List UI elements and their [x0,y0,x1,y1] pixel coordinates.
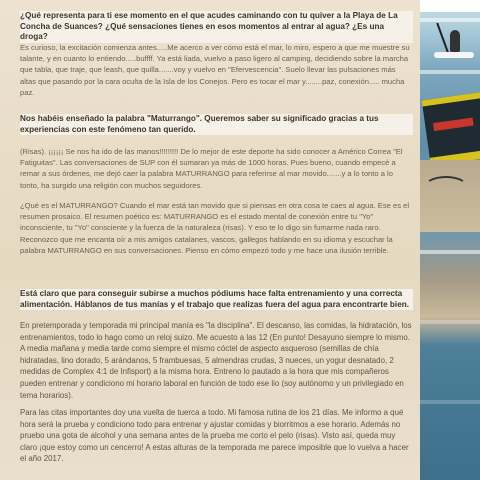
answer-2 [20,146,413,191]
answer-1 [20,42,413,98]
rider [450,30,460,52]
sup-beach-photo [420,0,480,480]
paragraph: ¿Qué es el MATURRANGO? Cuando el mar está tan movido que si piensas en otra cosa te caes al agua. Ese es el resumen prosaico. El resumen poético es: MATURRANGO es el estado mental de conexión entre tu "Yo" inconsciente, tu "Yo" consciente y la fuerza de la naturaleza (risas). Y eso te lo digo sin fumarme nada raro. Reconozco que me encanta oír a mis amigos catalanes, vascos, gallegos hablando en su idioma y escuchar la palabra MATURRANGO en sus conversaciones. Pienso en cómo empezó todo y me hace una ilusión terrible. [20,201,410,255]
board-stripe [433,118,474,131]
answer-3 [20,320,413,401]
surfboard [422,92,480,166]
question-1 [20,11,413,43]
wave [420,250,480,254]
wave [420,400,480,404]
paddle [436,23,450,56]
paragraph: Para las citas importantes doy una vuelta de tuerca a todo. Mi famosa rutina de los 21 días. Me informo a qué hora será la prueba y condiciono todo para entrenar y ajustar comidas y biorritmos a ese horario. Además no pruebo una gota de alcohol y una semana antes de la prueba me corto el pelo (risas). Visto así, queda muy claro ¡que estoy como un cencerro! A estas alturas de la temporada me parece imposible que lo vuelva a hacer el año 2017. [20,408,409,464]
paragraph: En pretemporada y temporada mi principal manía es "la disciplina". El descanso, las comidas, la hidratación, los entrenamientos, todo lo hago como un reloj suizo. Me acuesto a las 12 (En punto! Desayuno siempre lo mismo. A media mañana y media tarde como siempre el mismo cóctel de aspecto asqueroso (semillas de chía hidratadas, lino dorado, 5 arándanos, 5 frambuesas, 5 almendras crudas, 3 nueces, un yogur desnatado, 2 medidas de Complex 4:1 de Infisport) a la misma hora. Entreno lo pautado a la hora que mis compañeros pueden entrenar y condiciono mi horario laboral en función de todo ese lio (soy autónomo y un privilegiado en tema horarios). [20,321,412,400]
question-3 [20,289,413,310]
answer-3b [20,407,413,465]
question-text: Nos habéis enseñado la palabra "Maturrango". Queremos saber su significado gracias a tus experiencias con este fenómeno tan querido. [20,114,379,134]
question-text: ¿Qué representa para ti ese momento en el que acudes caminando con tu quiver a la Playa de La Concha de Suances? ¿Qué sensaciones tienes en esos momentos al entrar al agua? ¿Es una droga? [20,11,398,42]
wave [420,18,480,22]
leash [424,176,468,198]
photo-top-margin [420,0,480,12]
paddle-board [434,52,474,58]
wave [420,320,480,324]
wave [420,70,480,74]
question-2 [20,114,413,135]
question-text: Está claro que para conseguir subirse a muchos pódiums hace falta entrenamiento y una correcta alimentación. Háblanos de tus manías y el trabajo que realizas fuera del agua para encontrarte bien. [20,289,410,309]
paragraph: Es curioso, la excitación comienza antes.....Me acerco a ver cómo está el mar, lo miro, espero a que me muestre su talante, y en cuanto lo entiendo.....buffff. Ya está liada, vuelvo a paso ligero al camping, decidiendo sobre la marcha que tabla, que traje, que leash, que quilla.......voy y vuelvo en "Efervescencia". Suelo llevar las pulsaciones más altas que pasando por la cara oculta de la Isla de los Conejos. Pero es tocar el mar y........paz, conexión..... mucha paz. [20,43,410,97]
answer-2b [20,200,413,256]
paragraph: (Risas). ¡¡¡¡¡¡ Se nos ha ido de las manos!!!!!!!!! De lo mejor de este deporte ha sido conocer a Américo Correa "El Fatiguitas". Las conversaciones de SUP con él sumaran ya más de 1000 horas. Pues bueno, cuando empecé a remar a sus órdenes, me dejó caer la palabra MATURRANGO para referirse al mar movido.......y a lo tonto a lo tonto, ha surgido una religión con muchos seguidores. [20,147,403,190]
